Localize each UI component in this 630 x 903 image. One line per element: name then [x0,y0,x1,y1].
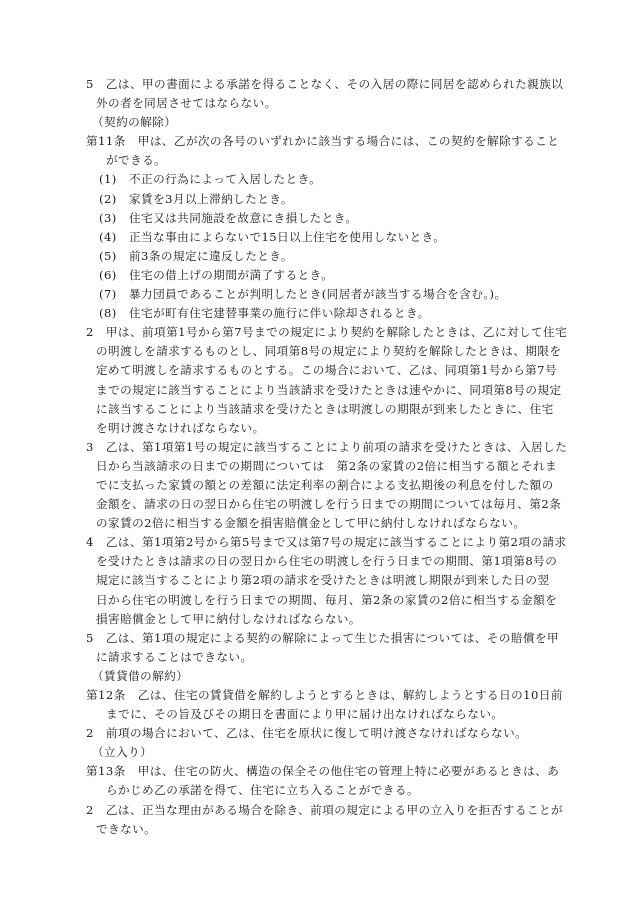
item-text: 不正の行為によって入居したとき。 [129,172,322,187]
text-line: 2 乙は、正当な理由がある場合を除き、前項の規定による甲の立入りを拒否することが [86,802,564,817]
text-line: 2 甲は、前項第1号から第7号までの規定により契約を解除したときは、乙に対して住宅 [86,325,568,340]
text-line: できない。 [96,821,157,836]
item-number: (5) [99,248,117,263]
item-text: 暴力団員であることが判明したとき(同居者が該当する場合を含む。)。 [129,287,507,302]
text-line: 日から住宅の明渡しを行う日までの期間、毎月、第2条の家賃の2倍に相当する金額を [96,592,558,607]
text-line: を明け渡さなければならない。 [96,420,265,435]
item-text: 住宅が町有住宅建替事業の施行に伴い除却されるとき。 [129,306,430,321]
document-body [86,75,568,839]
section-heading: （賃貸借の解約） [92,668,189,683]
subsection-paragraph [86,323,568,438]
list-item [86,170,554,189]
article-paragraph [86,762,560,800]
text-line: 金額を、請求の日の翌日から住宅の明渡しを行う日までの期間については毎月、第2条 [96,497,562,512]
list-item [86,247,554,266]
text-line: の明渡しを請求するものとし、同項第8号の規定により契約を解除したときは、期限を [96,344,562,359]
text-line: に請求することはできない。 [96,649,253,664]
item-number: (4) [99,229,117,244]
list-item [86,190,554,209]
item-text: 家賃を3月以上滞納したとき。 [129,191,293,206]
section-heading: （契約の解除） [92,115,177,130]
text-line: 外の者を同居させてはならない。 [96,96,277,111]
subsection-paragraph [86,438,568,533]
subsection-paragraph [86,629,560,667]
subsection-paragraph [86,533,567,628]
list-item [86,285,554,304]
section-heading: （立入り） [92,745,153,760]
list-item [86,304,554,323]
item-text: 前3条の規定に違反したとき。 [129,248,293,263]
text-line: でに支払った家賃の額との差額に法定利率の割合による支払期後の利息を付した額の [96,477,554,492]
subsection-paragraph [86,801,564,839]
numbered-list [86,170,554,323]
text-line: 5 乙は、甲の書面による承諾を得ることなく、その入居の際に同居を認められた親族以 [86,77,564,91]
text-line: を受けたときは請求の日の翌日から住宅の明渡しを行う日までの期間、第1項第8号の [96,554,558,569]
text-line: 3 乙は、第1項第1号の規定に該当することにより前項の請求を受けたときは、入居した [86,439,568,454]
text-line: 損害賠償金として甲に納付しなければならない。 [96,611,361,626]
item-number: (8) [99,306,117,321]
item-number: (6) [99,267,117,282]
item-text: 住宅又は共同施設を故意にき損したとき。 [129,210,358,225]
list-item [86,266,554,285]
list-item [86,209,554,228]
item-number: (3) [99,210,117,225]
text-line: 定めて明渡しを請求するものとする。この場合において、乙は、同項第1号から第7号 [96,363,558,378]
item-text: 住宅の借上げの期間が満了するとき。 [129,267,334,282]
item-number: (1) [99,172,117,187]
text-line: までに、その旨及びその期日を書面により甲に届け出なければならない。 [106,707,504,722]
text-line: 5 乙は、第1項の規定による契約の解除によって生じた損害については、その賠償を甲 [86,630,560,645]
text-line: 第13条 甲は、住宅の防火、構造の保全その他住宅の管理上特に必要があるときは、あ [86,764,560,779]
text-line: ができる。 [106,153,167,168]
text-line: 規定に該当することにより第2項の請求を受けたときは明渡し期限が到来した日の翌 [96,573,550,588]
subsection-paragraph [86,724,554,743]
text-line: 第11条 甲は、乙が次の各号のいずれかに該当する場合には、この契約を解除すること [86,134,560,149]
text-line: 第12条 乙は、住宅の賃貸借を解約しようとするときは、解約しようとする日の10日前 [86,688,563,702]
subsection-paragraph [86,75,564,113]
text-line: 2 前項の場合において、乙は、住宅を原状に復して明け渡さなければならない。 [86,726,528,741]
text-line: 日から当該請求の日までの期間については 第2条の家賃の2倍に相当する額とそれま [96,458,558,473]
item-number: (7) [99,287,117,302]
text-line: らかじめ乙の承諾を得て、住宅に立ち入ることができる。 [106,783,419,798]
text-line: までの規定に該当することにより当該請求を受けたときは速やかに、同項第8号の規定 [96,382,562,397]
article-paragraph [86,132,560,170]
text-line: 4 乙は、第1項第2号から第5号まで又は第7号の規定に該当することにより第2項の請求 [86,535,567,550]
text-line: に該当することにより当該請求を受けたときは明渡しの期限が到来したときに、住宅 [96,401,554,416]
item-number: (2) [99,191,117,206]
text-line: の家賃の2倍に相当する金額を損害賠償金として甲に納付しなければならない。 [96,516,526,531]
article-paragraph [86,686,563,724]
item-text: 正当な事由によらないで15日以上住宅を使用しないとき。 [129,229,446,244]
list-item [86,228,554,247]
